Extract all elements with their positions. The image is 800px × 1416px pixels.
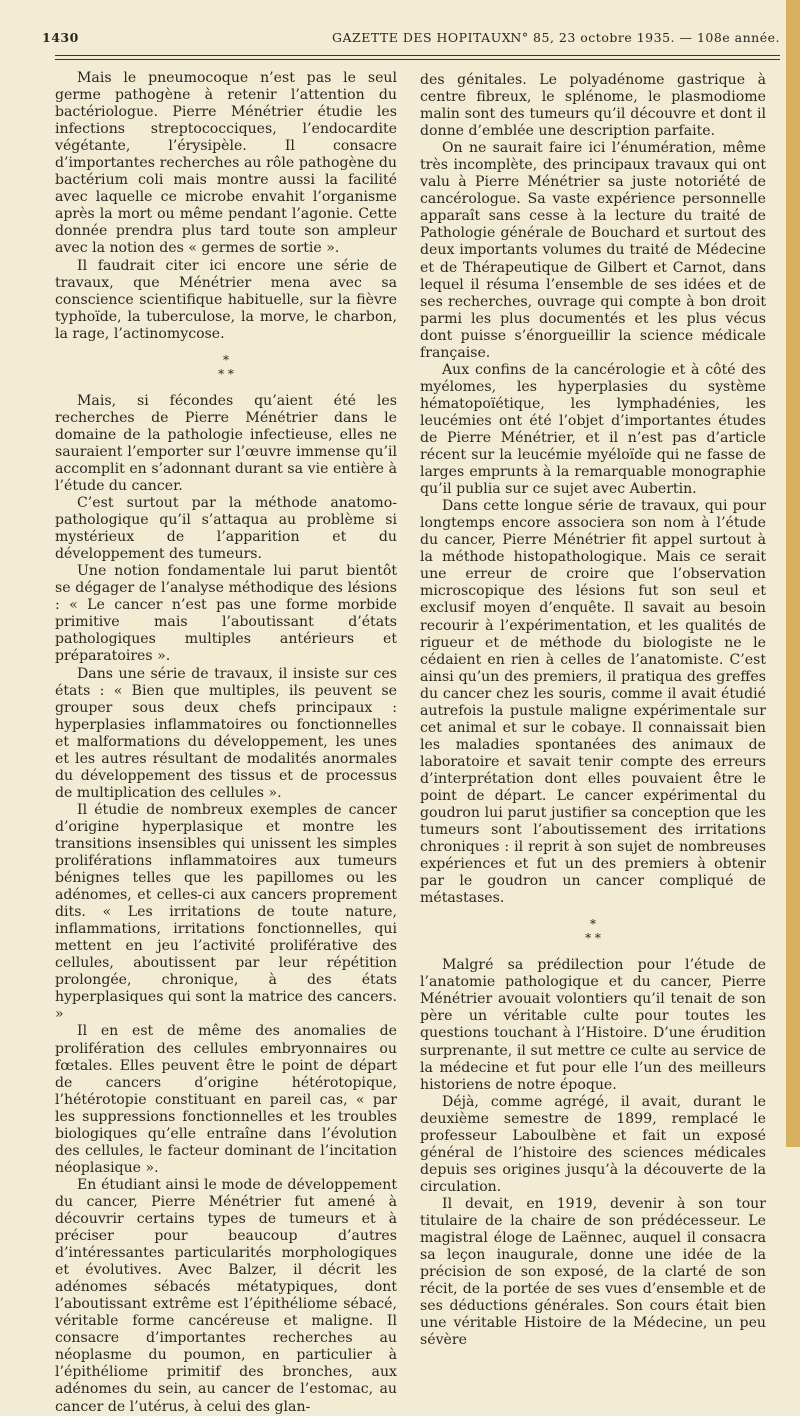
paragraph: Il étudie de nombreux exemples de cancer d’origine hyperplasique et montre les transitions insensibles qui unissent les simples proliférations inflammatoires aux tumeurs bénignes telles que les papillomes ou les adénomes, et celles-ci aux cancers proprement dits. « Les irritations de toute nature, inflammations, irritations fonctionnelles, qui mettent en jeu l’activité proliférative des cellules, aboutissent par leur répétition prolongée, chronique, à des états hyperplasiques qui sont la matrice des cancers. » [55, 801, 397, 1023]
paragraph: Mais, si fécondes qu’aient été les recherches de Pierre Ménétrier dans le domaine de la pathologie infectieuse, elles ne sauraient l’emporter sur l’œuvre immense qu’il accomplit en s’adonnant durant sa vie entière à l’étude du cancer. [55, 392, 397, 494]
paragraph: Dans cette longue série de travaux, qui pour longtemps encore associera son nom à l’étude du cancer, Pierre Ménétrier fit appel surtout à la méthode histopathologique. Mais ce serait une erreur de croire que l’observation microscopique des lésions fut son seul et exclusif moyen d’enquête. Il savait au besoin recourir à l’expérimentation, et les qualités de rigueur et de méthode du biologiste ne le cédaient en rien à celles de l’anatomiste. C’est ainsi qu’un des premiers, il pratiqua des greffes du cancer chez les souris, comme il avait étudié autrefois la pustule maligne expérimentale sur cet animal et sur le cobaye. Il connaissait bien les maladies spontanées des animaux de laboratoire et savait tenir compte des erreurs d’interprétation dont elles pouvaient être le point de départ. Le cancer expérimental du goudron lui parut justifier sa conception que les tumeurs sont l’aboutissement des irritations chroniques : il reprit à son sujet de nombreuses expériences et fut un des premiers à obtenir par le goudron un cancer compliqué de métastases. [420, 498, 766, 907]
paragraph: Il faudrait citer ici encore une série de travaux, que Ménétrier mena avec sa conscience scientifique habituelle, sur la fièvre typhoïde, la tuberculose, la morve, le charbon, la rage, l’actinomycose. [55, 257, 397, 342]
paragraph: Il en est de même des anomalies de prolifération des cellules embryonnaires ou fœtales. Elles peuvent être le point de départ de cancers d’origine hétérotopique, l’hétérotopie constituant en pareil cas, « par les suppressions fonctionnelles et les troubles biologiques qu’elle entraîne dans l’évolution des cellules, le facteur dominant de l’incitation néoplasique ». [55, 1023, 397, 1176]
paragraph: On ne saurait faire ici l’énumération, même très incomplète, des principaux travaux qui ont valu à Pierre Ménétrier sa juste notoriété de cancérologue. Sa vaste expérience personnelle apparaît sans cesse à la lecture du traité de Pathologie générale de Bouchard et surtout des deux importants volumes du traité de Médecine et de Thérapeutique de Gilbert et Carnot, dans lequel il résuma l’ensemble de ses idées et de ses recherches, ouvrage qui compte à bon droit parmi les plus documentés et les plus vécus dont puisse s’énorgueillir la science médicale française. [420, 140, 766, 361]
paragraph: En étudiant ainsi le mode de développement du cancer, Pierre Ménétrier fut amené à découvrir certains types de tumeurs et à préciser pour beaucoup d’autres d’intéressantes particularités morphologiques et évolutives. Avec Balzer, il décrit les adénomes sébacés métatypiques, dont l’aboutissant extrême est l’épithéliome sébacé, véritable forme cancéreuse et maligne. Il consacre d’importantes recherches au néoplasme du poumon, en particulier à l’épithéliome primitif des bronches, aux adénomes du sein, au cancer de l’estomac, au cancer de l’utérus, à celui des glan- [55, 1176, 397, 1415]
paragraph: Aux confins de la cancérologie et à côté des myélomes, les hyperplasies du système hématopoïétique, les lymphadénies, les leucémies ont été l’objet d’importantes études de Pierre Ménétrier, et il n’est pas d’article récent sur la leucémie myéloïde qui ne fasse de larges emprunts à la remarquable monographie qu’il publia sur ce sujet avec Aubertin. [420, 361, 766, 498]
paragraph: Malgré sa prédilection pour l’étude de l’anatomie pathologique et du cancer, Pierre Ménétrier avouait volontiers qu’il tenait de son père un véritable culte pour toutes les questions touchant à l’Histoire. D’une érudition surprenante, il sut mettre ce culte au service de la médecine et fut pour elle l’un des meilleurs historiens de notre époque. [420, 957, 766, 1093]
paragraph: C’est surtout par la méthode anatomo-pathologique qu’il s’attaqua au problème si mystérieux de l’apparition et du développement des tumeurs. [55, 495, 397, 563]
page-header [42, 30, 780, 52]
paragraph: Dans une série de travaux, il insiste sur ces états : « Bien que multiples, ils peuvent se grouper sous deux chefs principaux : hyperplasies inflammatoires ou fonctionnelles et malformations du développement, les unes et les autres résultant de modalités anormales du développement des tissus et de processus de multiplication des cellules ». [55, 665, 397, 801]
paragraph: Une notion fondamentale lui parut bientôt se dégager de l’analyse méthodique des lésions : « Le cancer n’est pas une forme morbide primitive mais l’aboutissant d’états pathologiques multiples antérieurs et préparatoires ». [55, 563, 397, 665]
left-column [55, 70, 397, 1416]
header-rule [55, 55, 780, 56]
paragraph: des génitales. Le polyadénome gastrique à centre fibreux, le splénome, le plasmodiome malin sont des tumeurs qu’il découvre et dont il donne d’emblée une description parfaite. [420, 72, 766, 140]
section-separator: * * * [218, 352, 234, 381]
right-column [420, 72, 766, 1349]
page-edge [786, 0, 800, 1147]
journal-title: GAZETTE DES HOPITAUX [332, 30, 512, 45]
section-separator: * * * [585, 917, 601, 946]
paragraph: Déjà, comme agrégé, il avait, durant le deuxième semestre de 1899, remplacé le professeur Laboulbène et fait un exposé général de l’histoire des sciences médicales depuis ses origines jusqu’à la découverte de la circulation. [420, 1093, 766, 1195]
paragraph: Il devait, en 1919, devenir à son tour titulaire de la chaire de son prédécesseur. Le magistral éloge de Laënnec, auquel il consacra sa leçon inaugurale, donne une idée de la précision de son exposé, de la clarté de son récit, de la portée de ses vues d’ensemble et de ses déductions générales. Son cours était bien une véritable Histoire de la Médecine, un peu sévère [420, 1195, 766, 1349]
header-rule-thin [55, 59, 780, 60]
page-number: 1430 [42, 30, 79, 45]
issue-info: N° 85, 23 octobre 1935. — 108e année. [510, 30, 780, 45]
paragraph: Mais le pneumocoque n’est pas le seul germe pathogène à retenir l’attention du bactériologue. Pierre Ménétrier étudie les infections streptococciques, l’endocardite végétante, l’érysipèle. Il consacre d’importantes recherches au rôle pathogène du bactérium coli mais montre aussi la facilité avec laquelle ce microbe envahit l’organisme après la mort ou même pendant l’agonie. Cette donnée prendra plus tard toute son ampleur avec la notion des « germes de sortie ». [55, 70, 397, 257]
